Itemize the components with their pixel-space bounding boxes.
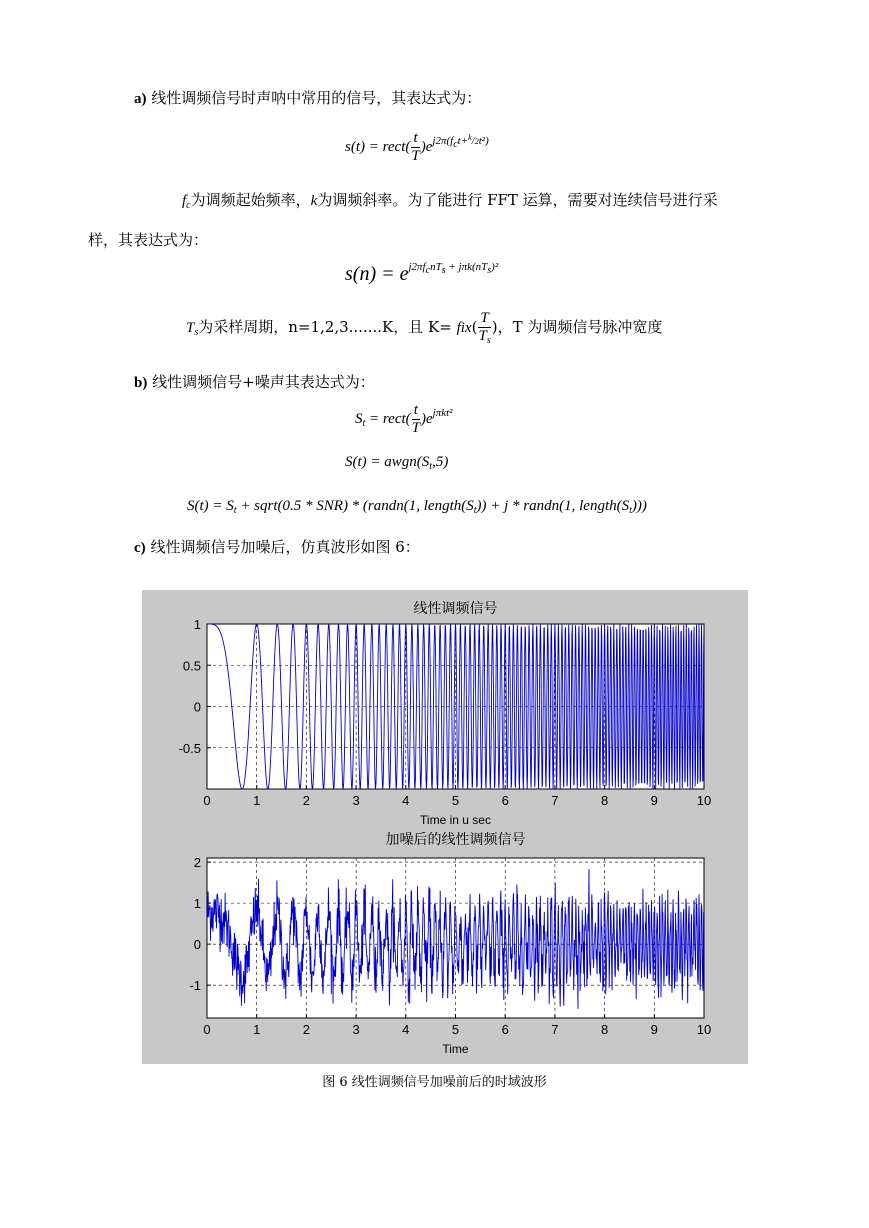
x-tick-label: 2 — [302, 1022, 311, 1037]
section-b-text: 线性调频信号+噪声其表达式为： — [152, 373, 375, 391]
chart-title: 线性调频信号 — [413, 600, 498, 616]
ts-line: $T_s$为采样周期，n=1,2,3.......K，且 K= fix( $\frac{T}{T_s}$ )，T 为调频信号脉冲宽度 — [186, 310, 663, 346]
formula-noise: $S(t) = S_t$ + sqrt(0.5 * SNR) * (randn(1, $length(S_t)) + j$ * randn(1, $length(S_t)$)) — [187, 498, 647, 516]
section-a-text: 线性调频信号时声呐中常用的信号，其表达式为： — [151, 89, 482, 107]
y-tick-label: 0 — [193, 699, 201, 715]
section-b-label: b) — [134, 375, 148, 391]
x-tick-label: 1 — [253, 1022, 261, 1037]
formula-awgn: $S(t) = awgn(S_t,5)$ — [345, 454, 449, 472]
x-tick-label: 7 — [551, 1022, 559, 1037]
desc-line-2: 样，其表达式为： — [88, 231, 209, 249]
x-tick-label: 0 — [203, 793, 211, 808]
x-tick-label: 5 — [451, 1022, 460, 1037]
x-tick-label: 7 — [551, 793, 559, 808]
chart-2 — [189, 831, 711, 1056]
x-tick-label: 9 — [650, 793, 658, 808]
chart-1 — [179, 600, 712, 827]
x-tick-label: 9 — [650, 1022, 658, 1037]
x-axis-label: Time in u sec — [420, 813, 491, 827]
x-tick-label: 3 — [352, 793, 360, 808]
section-b-heading — [134, 372, 375, 393]
x-tick-label: 5 — [451, 793, 460, 808]
x-tick-label: 4 — [402, 793, 410, 808]
y-tick-label: 0 — [193, 937, 201, 953]
figure-6 — [142, 590, 748, 1064]
figure-caption: 图 6 线性调频信号加噪前后的时域波形 — [322, 1075, 547, 1090]
x-tick-label: 6 — [501, 1022, 509, 1037]
section-c-label: c) — [134, 540, 146, 556]
x-tick-label: 4 — [402, 1022, 410, 1037]
section-c-heading — [134, 537, 420, 558]
chart-title: 加噪后的线性调频信号 — [385, 831, 526, 847]
section-c-text: 线性调频信号加噪后，仿真波形如图 6： — [150, 538, 420, 556]
x-tick-label: 3 — [352, 1022, 360, 1037]
x-tick-label: 1 — [253, 793, 261, 808]
section-a-label: a) — [134, 91, 147, 107]
x-tick-label: 6 — [501, 793, 509, 808]
x-tick-label: 10 — [696, 793, 712, 808]
y-tick-label: -0.5 — [178, 740, 201, 756]
y-tick-label: 0.5 — [182, 658, 201, 674]
x-tick-label: 0 — [203, 1022, 211, 1037]
desc-line-1: $f_c$为调频起始频率，k为调频斜率。为了能进行 FFT 运算，需要对连续信号进行采 — [182, 191, 718, 211]
figure-6-svg — [142, 590, 748, 1064]
x-axis-label: Time — [442, 1042, 469, 1056]
x-tick-label: 10 — [696, 1022, 712, 1037]
formula-sampled: $s(n) = e^{j2\pi fcnTs + j\pi k(nTs)^2}$ — [345, 261, 499, 285]
y-tick-label: -1 — [189, 978, 201, 994]
y-tick-label: 1 — [193, 896, 201, 912]
section-a-heading — [134, 88, 481, 109]
formula-chirp: s(t) = rect( $\frac{t}{T}$ )$e^{j2\pi(fct+^k/2t^2)}$ — [345, 130, 489, 164]
x-tick-label: 2 — [302, 793, 311, 808]
x-tick-label: 8 — [600, 1022, 609, 1037]
y-tick-label: 1 — [193, 617, 201, 632]
formula-st: $S_t$ = rect( $\frac{t}{T}$ )$e^{j\pi kt^2}$ — [355, 402, 453, 436]
x-tick-label: 8 — [600, 793, 609, 808]
y-tick-label: 2 — [193, 855, 201, 871]
